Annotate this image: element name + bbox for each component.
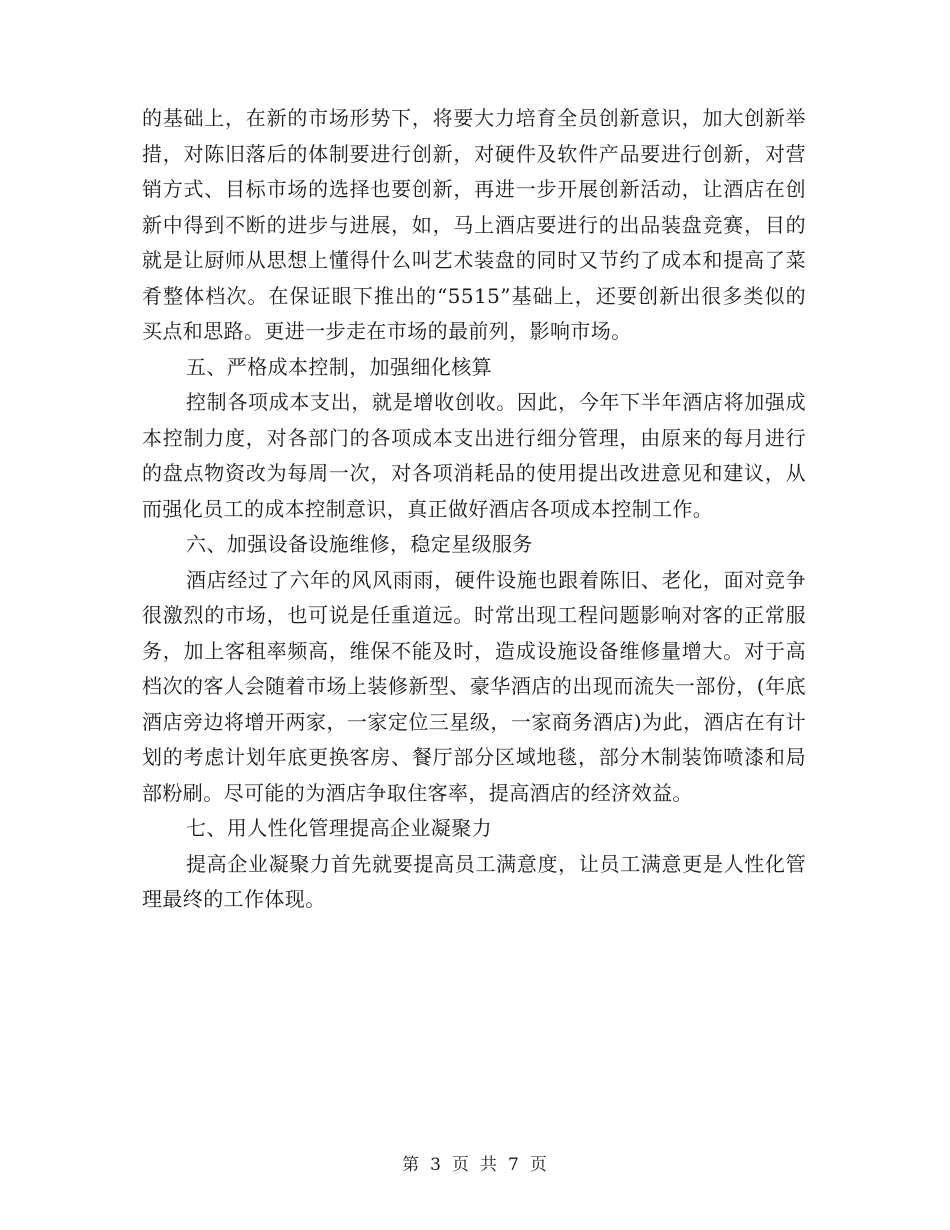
footer-suffix: 页 [529, 1155, 548, 1175]
section-heading-5: 五、严格成本控制，加强细化核算 [186, 354, 492, 379]
paragraph-innovation-continued: 的基础上，在新的市场形势下，将要大力培育全员创新意识，加大创新举措，对陈旧落后的体制要进行创新，对硬件及软件产品要进行创新，对营销方式、目标市场的选择也要创新，再进一步开展创新活动，让酒店在创新中得到不断的进步与进展，如，马上酒店要进行的出品装盘竞赛，目的就是让厨师从思想上懂得什么叫艺术装盘的同时又节约了成本和提高了菜肴整体档次。在保证眼下推出的“5515”基础上，还要创新出很多类似的买点和思路。更进一步走在市场的最前列，影响市场。 [142, 106, 806, 343]
paragraph-cost-control: 控制各项成本支出，就是增收创收。因此，今年下半年酒店将加强成本控制力度，对各部门的各项成本支出进行细分管理，由原来的每月进行的盘点物资改为每周一次，对各项消耗品的使用提出改进意见和建议，从而强化员工的成本控制意识，真正做好酒店各项成本控制工作。 [142, 390, 806, 521]
footer-prefix: 第 [402, 1155, 421, 1175]
footer-current-page: 3 [430, 1155, 442, 1175]
paragraph-facility-maintenance: 酒店经过了六年的风风雨雨，硬件设施也跟着陈旧、老化，面对竞争很激烈的市场，也可说是任重道远。时常出现工程问题影响对客的正常服务，加上客租率频高，维保不能及时，造成设施设备维修量增大。对于高档次的客人会随着市场上装修新型、豪华酒店的出现而流失一部份，(年底酒店旁边将增开两家，一家定位三星级，一家商务酒店)为此，酒店在有计划的考虑计划年底更换客房、餐厅部分区域地毯，部分木制装饰喷漆和局部粉刷。尽可能的为酒店争取住客率，提高酒店的经济效益。 [142, 567, 806, 805]
page-footer [0, 1150, 950, 1175]
footer-page-word: 页 [452, 1155, 470, 1175]
document-body [142, 101, 806, 918]
footer-total-pages: 7 [508, 1155, 520, 1175]
section-heading-7: 七、用人性化管理提高企业凝聚力 [186, 816, 492, 840]
paragraph-cohesion: 提高企业凝聚力首先就要提高员工满意度，让员工满意更是人性化管理最终的工作体现。 [142, 851, 806, 911]
footer-total-word: 共 [480, 1155, 498, 1175]
section-heading-6: 六、加强设备设施维修，稳定星级服务 [186, 532, 533, 556]
